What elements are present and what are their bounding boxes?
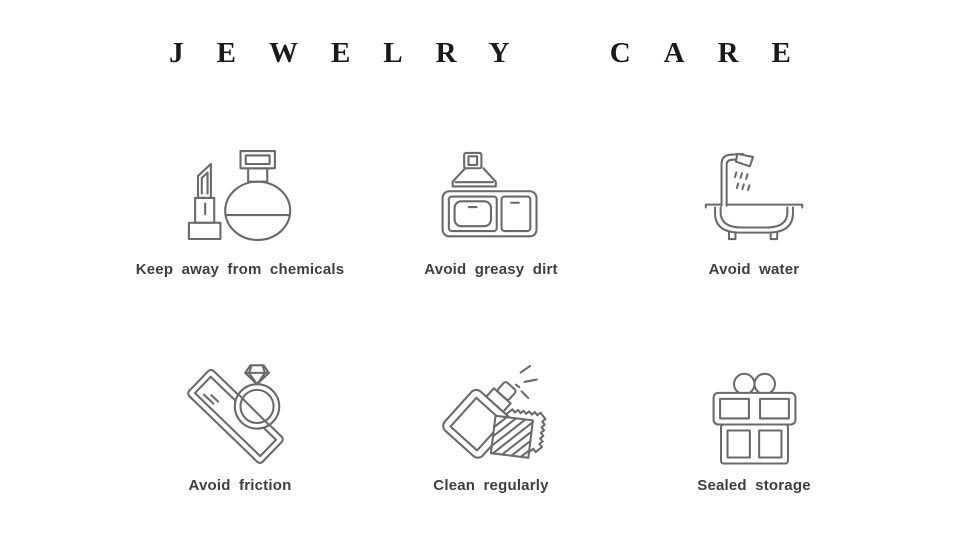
range-hood-stove-icon [441,151,541,243]
care-label: Clean regularly [433,477,549,494]
care-label: Avoid friction [188,477,292,494]
care-label: Avoid water [708,261,800,278]
care-label: Sealed storage [697,477,811,494]
lipstick-perfume-icon [187,149,294,243]
care-label: Avoid greasy dirt [424,261,558,278]
care-label: Keep away from chemicals [135,261,345,278]
page-title: JEWELRY CARE [169,37,824,69]
gift-box-icon [708,369,801,466]
care-item-sealed-storage [642,352,866,494]
care-item-clean-regularly [379,352,603,494]
care-item-avoid-water [642,140,866,278]
care-item-avoid-friction [128,352,352,494]
care-item-keep-away-from-chemicals [128,140,352,278]
bathtub-shower-icon [703,148,805,243]
diamond-ring-abrasive-icon [184,362,296,466]
spray-bottle-cloth-icon [435,360,548,466]
care-item-avoid-greasy-dirt [379,140,603,278]
